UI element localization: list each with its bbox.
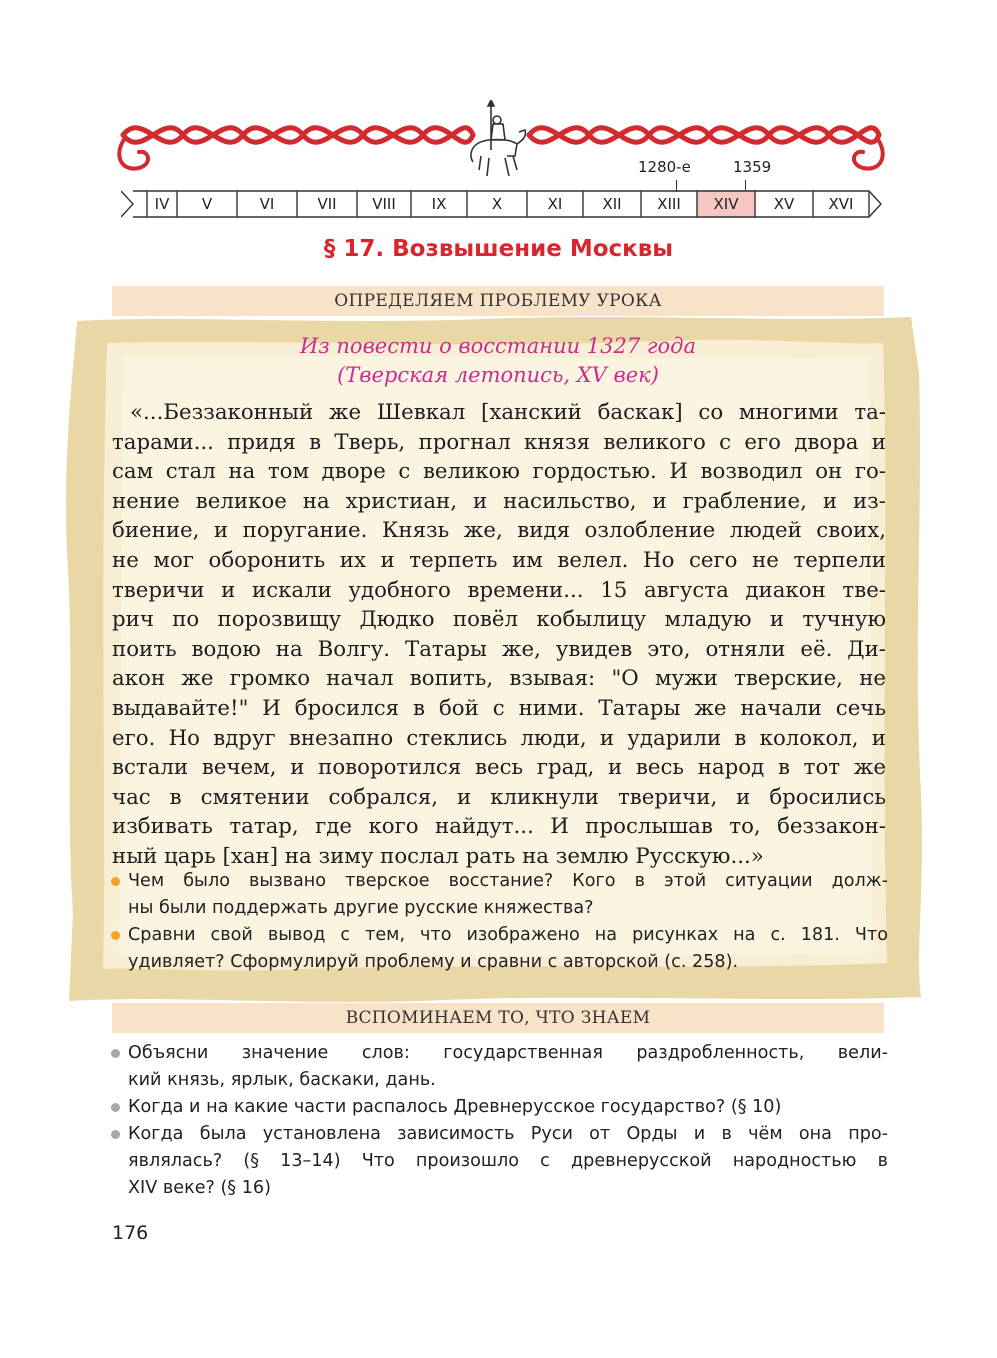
quote-line: час в смятении собрался, и кликнули тверичи, и бросились [112,784,886,810]
question-line: XIV веке? (§ 16) [128,1178,271,1198]
section-header-recall: ВСПОМИНАЕМ ТО, ЧТО ЗНАЕМ [112,1003,884,1033]
question-line: кий князь, ярлык, баскаки, дань. [128,1070,436,1090]
quote-line: рич по порозвищу Дюдко повёл кобылицу младую и тучную [112,607,886,633]
page-number: 176 [112,1222,149,1244]
timeline-century: XVI [828,195,854,213]
bullet-icon [111,1049,120,1058]
source-title: Из повести о восстании 1327 года [299,334,697,358]
paragraph-title: § 17. Возвышение Москвы [323,236,674,262]
timeline-century: VI [259,195,275,213]
question-line: ны были поддержать другие русские княжества? [128,898,594,918]
section-header-problem: ОПРЕДЕЛЯЕМ ПРОБЛЕМУ УРОКА [112,286,884,316]
question-line: Когда была установлена зависимость Руси от Орды и в чём она про- [128,1124,888,1144]
timeline-century: IX [431,195,447,213]
timeline-century: X [491,195,503,213]
quote-line: его. Но вдруг внезапно стеклись люди, и ударили в колокол, и [112,725,886,751]
question-line: Когда и на какие части распалось Древнерусское государство? (§ 10) [128,1097,782,1117]
timeline-century: XIII [657,195,681,213]
quote-line: поить водою на Волгу. Татары же, увидев это, отняли её. Ди- [112,636,886,662]
bullet-icon [111,877,120,886]
question-line: Чем было вызвано тверское восстание? Кого в этой ситуации долж- [128,871,888,891]
question-line: являлась? (§ 13–14) Что произошло с древнерусской народностью в [128,1151,888,1171]
timeline-century-highlighted: XIV [713,195,739,213]
list-item [108,1121,888,1202]
quote-line: акон же громко начал вопить, взывая: "О мужи тверские, не [112,666,886,692]
quote-line: выдавайте!" И бросился в бой с ними. Татары же начали сечь [112,695,886,721]
question-line: Сравни свой вывод с тем, что изображено на рисунках на с. 181. Что [128,925,888,945]
source-subtitle: (Тверская летопись, XV век) [337,363,659,387]
timeline-century: VIII [372,195,396,213]
list-item [108,1094,888,1121]
timeline-century: VII [317,195,337,213]
quote-line: встали вечем, и поворотился весь град, и весь народ в тот же [112,755,886,781]
timeline-century: IV [154,195,170,213]
bullet-icon [111,1130,120,1139]
century-timeline [121,190,883,218]
problem-questions-list [108,868,888,976]
list-item [108,922,888,976]
timeline-mark-1359: 1359 [733,158,772,176]
chronicle-quote [112,398,886,872]
bullet-icon [111,1103,120,1112]
quote-line: избивать татар, где кого найдут... И прослышав то, беззакон- [112,814,886,840]
timeline-century: V [201,195,213,213]
question-line: удивляет? Сформулируй проблему и сравни с авторской (с. 258). [128,952,739,972]
question-line: Объясни значение слов: государственная раздробленность, вели- [128,1043,888,1063]
recall-questions-list [108,1040,888,1202]
quote-line: ный царь [хан] на зиму послал рать на землю Русскую...» [112,843,764,869]
bullet-icon [111,931,120,940]
quote-line: сам стал на том дворе с великою гордостью. И возводил он го- [112,459,886,485]
quote-line: биение, и поругание. Князь же, видя озлобление людей своих, [112,518,886,544]
timeline-century: XI [547,195,563,213]
timeline-marks [0,158,997,182]
quote-line: тверичи и искали удобного времени... 15 августа диакон твe- [112,577,886,603]
timeline-century: XII [602,195,622,213]
quote-line: тарами... придя в Тверь, прогнал князя великого с его двора и [112,429,886,455]
list-item [108,1040,888,1094]
quote-line: не мог оборонить их и терпеть им велел. Но сего не терпели [112,547,886,573]
list-item [108,868,888,922]
quote-line: «...Беззаконный же Шевкал [ханский баскак] со многими та- [130,400,886,425]
timeline-mark-1280s: 1280-е [638,158,691,176]
timeline-century: XV [773,195,795,213]
quote-line: нение великое на христиан, и насильство, и грабление, и из- [112,488,886,514]
